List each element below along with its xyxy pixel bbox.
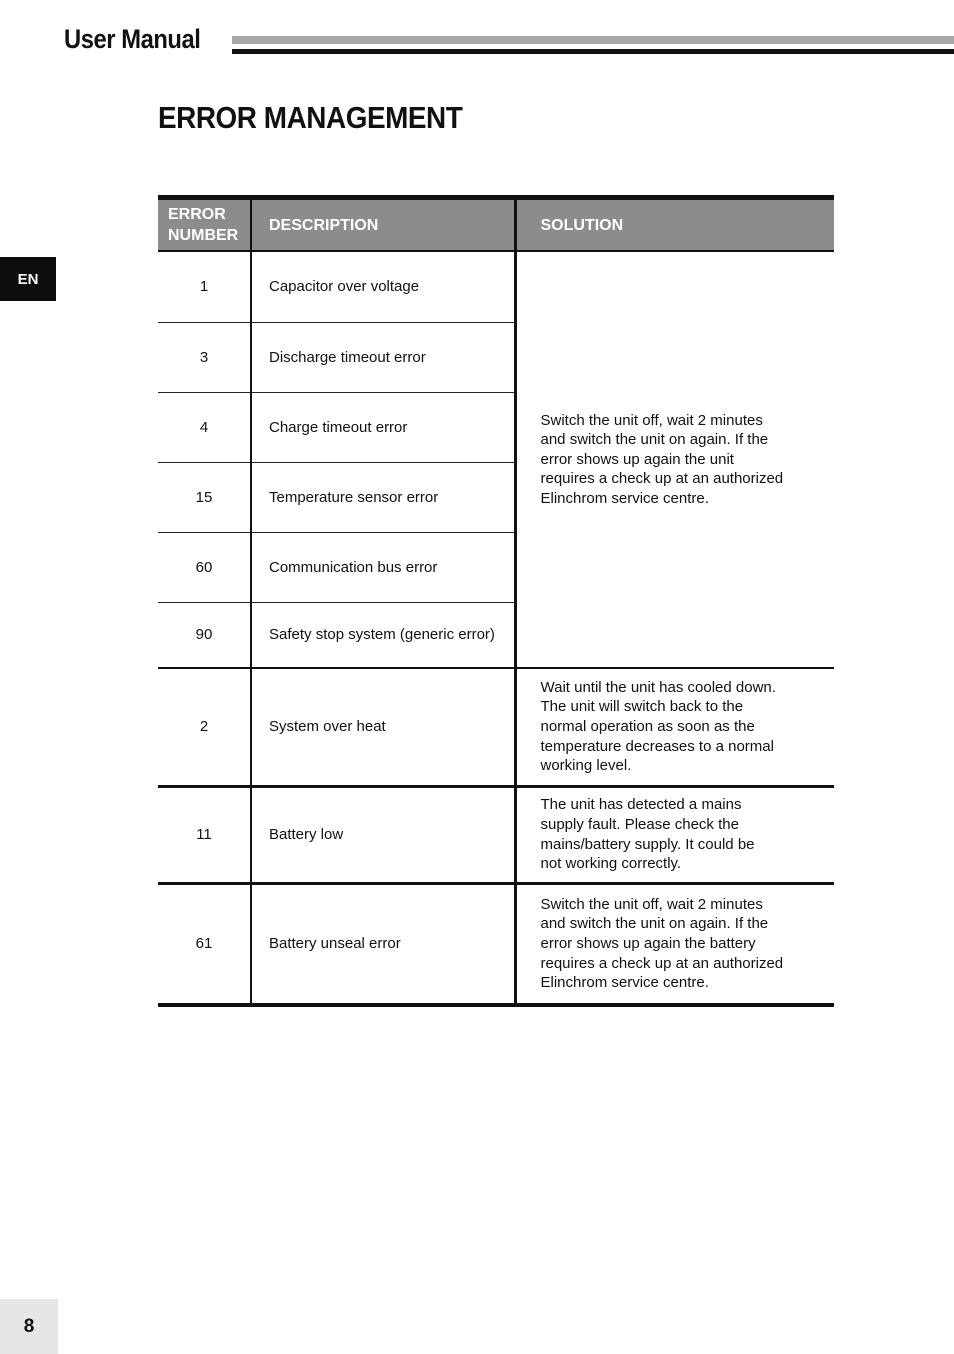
solution-line: mains/battery supply. It could be (540, 835, 755, 853)
header-error-number-line2: NUMBER (168, 227, 239, 244)
solution-line: supply fault. Please check the (540, 815, 739, 833)
header-rule-black (232, 49, 954, 54)
table-row (158, 251, 834, 322)
section-title: ERROR MANAGEMENT (158, 100, 463, 135)
error-number: 11 (158, 786, 251, 883)
error-description: Temperature sensor error (251, 462, 515, 532)
solution-line: working level. (540, 757, 632, 775)
error-number: 60 (158, 532, 251, 602)
error-description: Safety stop system (generic error) (251, 602, 515, 668)
header-solution: SOLUTION (515, 198, 834, 252)
language-tab: EN (0, 257, 56, 301)
solution-line: not working correctly. (540, 855, 682, 873)
header-rule-grey (232, 36, 954, 44)
error-solution (515, 786, 834, 883)
error-description: Battery low (251, 786, 515, 883)
error-number: 61 (158, 883, 251, 1005)
table-row (158, 883, 834, 1005)
error-number: 3 (158, 322, 251, 392)
solution-line: and switch the unit on again. If the (540, 431, 769, 449)
table-header-row (158, 198, 834, 252)
error-description: Charge timeout error (251, 392, 515, 462)
error-table (158, 195, 834, 1007)
solution-line: requires a check up at an authorized (540, 954, 784, 972)
error-description: Battery unseal error (251, 883, 515, 1005)
error-number: 1 (158, 251, 251, 322)
error-description: Capacitor over voltage (251, 251, 515, 322)
table-row (158, 668, 834, 786)
error-description: Discharge timeout error (251, 322, 515, 392)
header-error-number (158, 198, 251, 252)
header-description: DESCRIPTION (251, 198, 515, 252)
solution-line: Switch the unit off, wait 2 minutes (540, 895, 763, 913)
error-solution-group1 (515, 251, 834, 668)
table-row (158, 786, 834, 883)
manual-header-title: User Manual (64, 24, 201, 54)
solution-line: Elinchrom service centre. (540, 974, 709, 992)
error-number: 15 (158, 462, 251, 532)
error-number: 2 (158, 668, 251, 786)
error-number: 90 (158, 602, 251, 668)
solution-line: error shows up again the unit (540, 450, 734, 468)
solution-line: The unit has detected a mains (540, 796, 742, 814)
solution-line: requires a check up at an authorized (540, 470, 784, 488)
error-solution (515, 668, 834, 786)
error-description: System over heat (251, 668, 515, 786)
solution-line: temperature decreases to a normal (540, 737, 774, 755)
error-description: Communication bus error (251, 532, 515, 602)
solution-line: normal operation as soon as the (540, 717, 755, 735)
error-number: 4 (158, 392, 251, 462)
solution-line: Switch the unit off, wait 2 minutes (540, 411, 763, 429)
solution-line: and switch the unit on again. If the (540, 915, 769, 933)
solution-line: Elinchrom service centre. (540, 489, 709, 507)
solution-line: Wait until the unit has cooled down. (540, 678, 776, 696)
solution-line: error shows up again the battery (540, 934, 756, 952)
solution-line: The unit will switch back to the (540, 698, 744, 716)
error-solution (515, 883, 834, 1005)
page-number: 8 (0, 1299, 58, 1354)
header-error-number-line1: ERROR (168, 206, 226, 223)
